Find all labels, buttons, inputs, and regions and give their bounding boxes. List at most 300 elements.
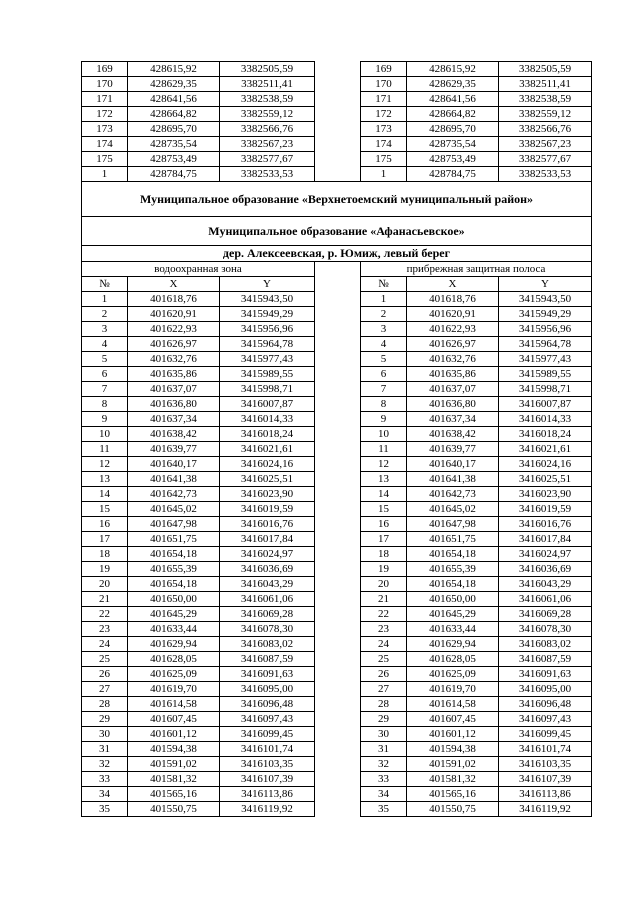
left-point-number: 170 [82, 77, 128, 92]
right-point-number: 8 [361, 397, 407, 412]
right-point-number: 25 [361, 652, 407, 667]
left-point-number: 19 [82, 562, 128, 577]
left-x-coordinate: 428641,56 [128, 92, 220, 107]
table-row [82, 382, 592, 397]
left-point-number: 9 [82, 412, 128, 427]
column-gap [315, 487, 361, 502]
column-gap [315, 107, 361, 122]
right-x-coordinate: 401625,09 [407, 667, 499, 682]
left-x-coordinate: 401625,09 [128, 667, 220, 682]
right-x-coordinate: 401565,16 [407, 787, 499, 802]
left-x-coordinate: 401607,45 [128, 712, 220, 727]
left-y-coordinate: 3416021,61 [220, 442, 315, 457]
left-x-coordinate: 401642,73 [128, 487, 220, 502]
left-point-number: 32 [82, 757, 128, 772]
right-x-coordinate: 401637,07 [407, 382, 499, 397]
left-x-coordinate: 428664,82 [128, 107, 220, 122]
left-y-coordinate: 3415998,71 [220, 382, 315, 397]
left-x-coordinate: 401639,77 [128, 442, 220, 457]
right-point-number: 19 [361, 562, 407, 577]
right-x-coordinate: 401619,70 [407, 682, 499, 697]
left-point-number: 27 [82, 682, 128, 697]
left-x-coordinate: 401614,58 [128, 697, 220, 712]
table-row [82, 742, 592, 757]
right-x-coordinate: 401635,86 [407, 367, 499, 382]
table-row [82, 532, 592, 547]
right-y-coordinate: 3415964,78 [499, 337, 592, 352]
left-x-coordinate: 401565,16 [128, 787, 220, 802]
table-row [82, 427, 592, 442]
right-point-number: 35 [361, 802, 407, 817]
left-x-coordinate: 401654,18 [128, 577, 220, 592]
left-point-number: 25 [82, 652, 128, 667]
left-point-number: 11 [82, 442, 128, 457]
column-gap [315, 742, 361, 757]
right-x-coordinate: 401620,91 [407, 307, 499, 322]
table-row [82, 167, 592, 182]
right-point-number: 1 [361, 167, 407, 182]
right-point-number: 16 [361, 517, 407, 532]
right-y-coordinate: 3416007,87 [499, 397, 592, 412]
left-point-number: 13 [82, 472, 128, 487]
right-point-number: 1 [361, 292, 407, 307]
right-x-coordinate: 401629,94 [407, 637, 499, 652]
left-y-coordinate: 3416036,69 [220, 562, 315, 577]
table-row [82, 307, 592, 322]
column-gap [315, 472, 361, 487]
table-row [82, 487, 592, 502]
table-row [82, 772, 592, 787]
right-x-coordinate: 401639,77 [407, 442, 499, 457]
right-y-coordinate: 3416083,02 [499, 637, 592, 652]
right-x-coordinate: 401622,93 [407, 322, 499, 337]
left-x-coordinate: 401619,70 [128, 682, 220, 697]
right-point-number: 18 [361, 547, 407, 562]
left-y-coordinate: 3382538,59 [220, 92, 315, 107]
right-x-coordinate: 428735,54 [407, 137, 499, 152]
left-x-coordinate: 401618,76 [128, 292, 220, 307]
right-x-coordinate: 401645,02 [407, 502, 499, 517]
left-x-coordinate: 401654,18 [128, 547, 220, 562]
left-x-coordinate: 401581,32 [128, 772, 220, 787]
left-point-number: 28 [82, 697, 128, 712]
right-point-number: 3 [361, 322, 407, 337]
left-x-coordinate: 401632,76 [128, 352, 220, 367]
left-y-coordinate: 3416119,92 [220, 802, 315, 817]
table-row [82, 472, 592, 487]
left-y-coordinate: 3416018,24 [220, 427, 315, 442]
table-row [82, 367, 592, 382]
right-x-coordinate: 401654,18 [407, 577, 499, 592]
right-y-coordinate: 3416113,86 [499, 787, 592, 802]
right-y-coordinate: 3382505,59 [499, 62, 592, 77]
right-point-number: 9 [361, 412, 407, 427]
left-point-number: 1 [82, 292, 128, 307]
column-gap [315, 622, 361, 637]
right-y-coordinate: 3416024,16 [499, 457, 592, 472]
right-y-coordinate: 3382538,59 [499, 92, 592, 107]
right-y-coordinate: 3382559,12 [499, 107, 592, 122]
right-point-number: 14 [361, 487, 407, 502]
left-x-coordinate: 401620,91 [128, 307, 220, 322]
right-y-coordinate: 3416025,51 [499, 472, 592, 487]
right-point-number: 21 [361, 592, 407, 607]
column-gap [315, 652, 361, 667]
right-y-coordinate: 3416107,39 [499, 772, 592, 787]
column-gap [315, 352, 361, 367]
right-y-coordinate: 3382567,23 [499, 137, 592, 152]
left-x-coordinate: 401651,75 [128, 532, 220, 547]
left-y-coordinate: 3382505,59 [220, 62, 315, 77]
left-y-coordinate: 3416095,00 [220, 682, 315, 697]
column-gap [315, 92, 361, 107]
right-x-coordinate: 401628,05 [407, 652, 499, 667]
table-row [82, 727, 592, 742]
right-y-coordinate: 3416014,33 [499, 412, 592, 427]
left-point-number: 14 [82, 487, 128, 502]
left-zone-title: водоохранная зона [82, 262, 315, 277]
main-section [82, 292, 592, 817]
left-x-coordinate: 401640,17 [128, 457, 220, 472]
right-point-number: 2 [361, 307, 407, 322]
right-x-coordinate: 401601,12 [407, 727, 499, 742]
column-gap [315, 77, 361, 92]
right-y-coordinate: 3416097,43 [499, 712, 592, 727]
right-point-number: 33 [361, 772, 407, 787]
column-gap [315, 712, 361, 727]
right-point-number: 31 [361, 742, 407, 757]
right-x-coordinate: 401654,18 [407, 547, 499, 562]
right-x-coordinate: 401655,39 [407, 562, 499, 577]
column-header-row [82, 277, 592, 292]
left-y-coordinate: 3382566,76 [220, 122, 315, 137]
column-gap [315, 262, 361, 277]
right-x-coordinate: 401632,76 [407, 352, 499, 367]
right-x-coordinate: 401607,45 [407, 712, 499, 727]
right-point-number: 30 [361, 727, 407, 742]
right-x-coordinate: 401640,17 [407, 457, 499, 472]
left-x-coordinate: 401637,07 [128, 382, 220, 397]
right-x-coordinate: 401594,38 [407, 742, 499, 757]
right-y-coordinate: 3416023,90 [499, 487, 592, 502]
right-y-coordinate: 3416036,69 [499, 562, 592, 577]
column-gap [315, 337, 361, 352]
right-point-number: 23 [361, 622, 407, 637]
left-x-coordinate: 401633,44 [128, 622, 220, 637]
left-x-header: X [128, 277, 220, 292]
table-row [82, 107, 592, 122]
column-gap [315, 62, 361, 77]
top-section [82, 62, 592, 182]
left-point-number: 26 [82, 667, 128, 682]
left-point-number: 171 [82, 92, 128, 107]
right-x-coordinate: 401638,42 [407, 427, 499, 442]
left-point-number: 169 [82, 62, 128, 77]
column-gap [315, 292, 361, 307]
right-point-number: 174 [361, 137, 407, 152]
column-gap [315, 577, 361, 592]
column-gap [315, 787, 361, 802]
left-point-number: 173 [82, 122, 128, 137]
column-gap [315, 757, 361, 772]
column-gap [315, 532, 361, 547]
right-y-coordinate: 3416021,61 [499, 442, 592, 457]
table-row [82, 122, 592, 137]
right-point-number: 4 [361, 337, 407, 352]
left-y-coordinate: 3416103,35 [220, 757, 315, 772]
column-gap [315, 367, 361, 382]
table-row [82, 442, 592, 457]
right-point-number: 29 [361, 712, 407, 727]
column-gap [315, 802, 361, 817]
right-y-coordinate: 3382511,41 [499, 77, 592, 92]
left-x-coordinate: 401622,93 [128, 322, 220, 337]
left-point-number: 23 [82, 622, 128, 637]
right-point-number: 26 [361, 667, 407, 682]
district-heading: Муниципальное образование «Верхнетоемский муниципальный район» [82, 182, 592, 217]
left-point-number: 172 [82, 107, 128, 122]
left-y-coordinate: 3415989,55 [220, 367, 315, 382]
left-point-number: 2 [82, 307, 128, 322]
right-x-coordinate: 401591,02 [407, 757, 499, 772]
right-x-coordinate: 401650,00 [407, 592, 499, 607]
left-y-coordinate: 3415977,43 [220, 352, 315, 367]
column-gap [315, 682, 361, 697]
column-gap [315, 592, 361, 607]
column-gap [315, 772, 361, 787]
column-gap [315, 502, 361, 517]
column-gap [315, 152, 361, 167]
right-y-coordinate: 3416018,24 [499, 427, 592, 442]
right-x-coordinate: 401614,58 [407, 697, 499, 712]
right-y-coordinate: 3416061,06 [499, 592, 592, 607]
left-x-coordinate: 401647,98 [128, 517, 220, 532]
left-point-number: 1 [82, 167, 128, 182]
left-y-coordinate: 3416113,86 [220, 787, 315, 802]
left-point-number: 20 [82, 577, 128, 592]
left-point-number: 174 [82, 137, 128, 152]
right-x-coordinate: 428629,35 [407, 77, 499, 92]
right-point-number: 20 [361, 577, 407, 592]
left-x-coordinate: 401641,38 [128, 472, 220, 487]
right-point-number: 27 [361, 682, 407, 697]
table-row [82, 592, 592, 607]
right-point-number: 34 [361, 787, 407, 802]
table-row [82, 292, 592, 307]
table-row [82, 802, 592, 817]
left-point-number: 12 [82, 457, 128, 472]
left-y-coordinate: 3416019,59 [220, 502, 315, 517]
column-gap [315, 427, 361, 442]
right-point-number: 22 [361, 607, 407, 622]
right-x-coordinate: 401636,80 [407, 397, 499, 412]
right-y-coordinate: 3415956,96 [499, 322, 592, 337]
left-x-coordinate: 428753,49 [128, 152, 220, 167]
left-y-coordinate: 3382511,41 [220, 77, 315, 92]
right-point-number: 32 [361, 757, 407, 772]
table-row [82, 457, 592, 472]
right-point-number: 173 [361, 122, 407, 137]
right-point-number: 6 [361, 367, 407, 382]
right-y-coordinate: 3416043,29 [499, 577, 592, 592]
left-point-number: 8 [82, 397, 128, 412]
left-point-number: 21 [82, 592, 128, 607]
table-row [82, 322, 592, 337]
right-point-number: 12 [361, 457, 407, 472]
left-x-coordinate: 401636,80 [128, 397, 220, 412]
left-y-coordinate: 3416087,59 [220, 652, 315, 667]
right-y-coordinate: 3416119,92 [499, 802, 592, 817]
column-gap [315, 667, 361, 682]
left-point-number: 5 [82, 352, 128, 367]
column-gap [315, 637, 361, 652]
left-y-coordinate: 3416096,48 [220, 697, 315, 712]
right-x-coordinate: 428641,56 [407, 92, 499, 107]
right-y-coordinate: 3382566,76 [499, 122, 592, 137]
right-y-header: Y [499, 277, 592, 292]
column-gap [315, 727, 361, 742]
left-point-number: 34 [82, 787, 128, 802]
left-point-number: 31 [82, 742, 128, 757]
table-row [82, 517, 592, 532]
table-row [82, 137, 592, 152]
table-row [82, 77, 592, 92]
left-y-coordinate: 3416061,06 [220, 592, 315, 607]
left-x-coordinate: 401626,97 [128, 337, 220, 352]
table-row [82, 637, 592, 652]
left-y-coordinate: 3382567,23 [220, 137, 315, 152]
left-point-number: 175 [82, 152, 128, 167]
table-row [82, 337, 592, 352]
left-y-coordinate: 3415956,96 [220, 322, 315, 337]
left-y-coordinate: 3416017,84 [220, 532, 315, 547]
column-gap [315, 277, 361, 292]
left-y-coordinate: 3416014,33 [220, 412, 315, 427]
right-y-coordinate: 3416078,30 [499, 622, 592, 637]
right-x-coordinate: 401637,34 [407, 412, 499, 427]
left-x-coordinate: 401645,02 [128, 502, 220, 517]
heading-section [82, 182, 592, 292]
left-point-number: 15 [82, 502, 128, 517]
left-x-coordinate: 401550,75 [128, 802, 220, 817]
table-row [82, 757, 592, 772]
column-gap [315, 442, 361, 457]
left-y-coordinate: 3382559,12 [220, 107, 315, 122]
table-row [82, 397, 592, 412]
table-row [82, 682, 592, 697]
right-point-number: 170 [361, 77, 407, 92]
left-y-coordinate: 3415964,78 [220, 337, 315, 352]
left-x-coordinate: 401591,02 [128, 757, 220, 772]
right-y-coordinate: 3416099,45 [499, 727, 592, 742]
left-point-number: 33 [82, 772, 128, 787]
municipality-heading: Муниципальное образование «Афанасьевское» [82, 217, 592, 246]
left-x-coordinate: 401629,94 [128, 637, 220, 652]
right-y-coordinate: 3415949,29 [499, 307, 592, 322]
right-x-coordinate: 428784,75 [407, 167, 499, 182]
left-point-number: 30 [82, 727, 128, 742]
right-y-coordinate: 3416103,35 [499, 757, 592, 772]
left-x-coordinate: 401650,00 [128, 592, 220, 607]
right-x-coordinate: 401647,98 [407, 517, 499, 532]
column-gap [315, 137, 361, 152]
table-row [82, 547, 592, 562]
right-y-coordinate: 3416017,84 [499, 532, 592, 547]
left-y-coordinate: 3416069,28 [220, 607, 315, 622]
table-row [82, 787, 592, 802]
left-point-number: 24 [82, 637, 128, 652]
right-x-coordinate: 428615,92 [407, 62, 499, 77]
right-point-number: 171 [361, 92, 407, 107]
left-x-coordinate: 401645,29 [128, 607, 220, 622]
left-point-number: 6 [82, 367, 128, 382]
right-x-coordinate: 401641,38 [407, 472, 499, 487]
left-point-number: 35 [82, 802, 128, 817]
table-row [82, 62, 592, 77]
left-y-coordinate: 3416099,45 [220, 727, 315, 742]
left-point-number: 29 [82, 712, 128, 727]
right-x-coordinate: 428695,70 [407, 122, 499, 137]
right-point-number: 172 [361, 107, 407, 122]
table-row [82, 562, 592, 577]
right-num-header: № [361, 277, 407, 292]
column-gap [315, 382, 361, 397]
right-point-number: 5 [361, 352, 407, 367]
left-x-coordinate: 428629,35 [128, 77, 220, 92]
right-x-header: X [407, 277, 499, 292]
column-gap [315, 167, 361, 182]
table-row [82, 352, 592, 367]
column-gap [315, 517, 361, 532]
left-x-coordinate: 428615,92 [128, 62, 220, 77]
left-y-header: Y [220, 277, 315, 292]
column-gap [315, 397, 361, 412]
left-x-coordinate: 401601,12 [128, 727, 220, 742]
right-x-coordinate: 401642,73 [407, 487, 499, 502]
left-y-coordinate: 3416024,16 [220, 457, 315, 472]
left-x-coordinate: 428784,75 [128, 167, 220, 182]
right-y-coordinate: 3382577,67 [499, 152, 592, 167]
right-point-number: 169 [361, 62, 407, 77]
left-y-coordinate: 3416007,87 [220, 397, 315, 412]
right-x-coordinate: 401645,29 [407, 607, 499, 622]
left-point-number: 7 [82, 382, 128, 397]
left-point-number: 16 [82, 517, 128, 532]
column-gap [315, 562, 361, 577]
right-x-coordinate: 428664,82 [407, 107, 499, 122]
left-point-number: 18 [82, 547, 128, 562]
table-row [82, 607, 592, 622]
right-x-coordinate: 401651,75 [407, 532, 499, 547]
right-x-coordinate: 401618,76 [407, 292, 499, 307]
left-x-coordinate: 401655,39 [128, 562, 220, 577]
right-zone-title: прибрежная защитная полоса [361, 262, 592, 277]
left-point-number: 22 [82, 607, 128, 622]
right-y-coordinate: 3416087,59 [499, 652, 592, 667]
right-point-number: 17 [361, 532, 407, 547]
right-x-coordinate: 401626,97 [407, 337, 499, 352]
left-point-number: 4 [82, 337, 128, 352]
table-row [82, 577, 592, 592]
right-y-coordinate: 3415977,43 [499, 352, 592, 367]
right-point-number: 13 [361, 472, 407, 487]
right-y-coordinate: 3416091,63 [499, 667, 592, 682]
left-y-coordinate: 3416025,51 [220, 472, 315, 487]
right-point-number: 15 [361, 502, 407, 517]
table-row [82, 712, 592, 727]
location-heading: дер. Алексеевская, р. Юмиж, левый берег [82, 246, 592, 262]
right-y-coordinate: 3416101,74 [499, 742, 592, 757]
